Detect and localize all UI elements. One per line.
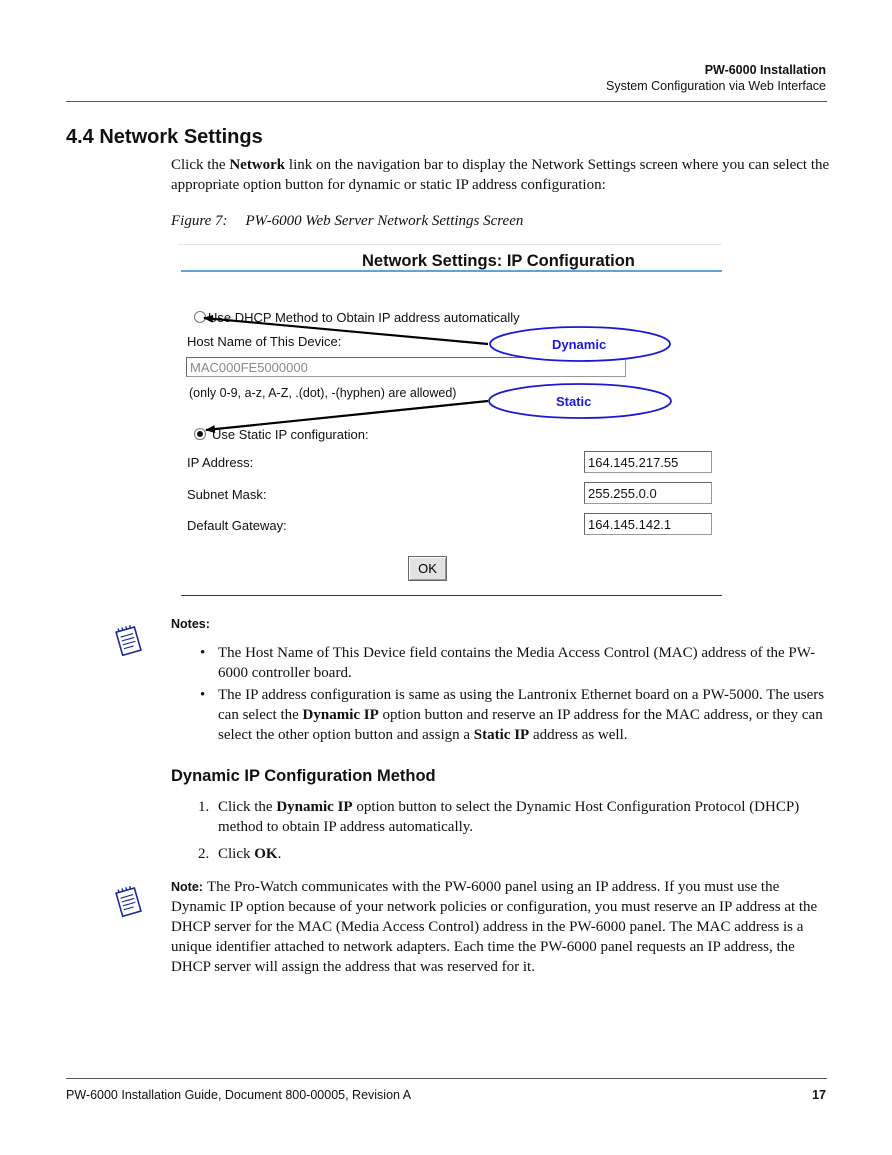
- figure-caption: [171, 213, 523, 230]
- section-title: 4.4 Network Settings: [66, 126, 263, 148]
- static-arrow: [206, 401, 488, 430]
- note-icon: [112, 884, 146, 920]
- intro-bold: Network: [229, 157, 286, 173]
- figure-number: Figure 7:: [171, 213, 228, 229]
- bullet-2-part-e: address as well.: [529, 727, 628, 743]
- bullet-1-marker: •: [200, 645, 206, 661]
- dhcp-label: Use DHCP Method to Obtain IP address automatically: [208, 310, 520, 325]
- screen-title: Network Settings: IP Configuration: [362, 252, 635, 270]
- bullet-2-part-c: option button and reserve an IP address for the MAC address, or they can select the other option button and assign a: [218, 707, 823, 743]
- intro-paragraph: [171, 155, 831, 195]
- step-1-part-a: Click the: [218, 799, 277, 815]
- intro-text-1: Click the: [171, 157, 230, 173]
- bullet-2-marker: •: [200, 687, 206, 703]
- dynamic-callout-text: Dynamic: [552, 337, 607, 352]
- host-name-hint: (only 0-9, a-z, A-Z, .(dot), -(hyphen) are allowed): [189, 386, 457, 400]
- note-text: The Pro-Watch communicates with the PW-6000 panel using an IP address. If you must use the Dynamic IP option because of your network policies or configuration, you must reserve an IP address at the DHCP server for the MAC (Media Access Control) address in the PW-6000 panel. The MAC address is a unique identifier attached to network adapters. Each time the PW-6000 panel requests an IP address, the DHCP server will assign the address that was reserved for it.: [171, 879, 818, 975]
- subnet-mask-label: Subnet Mask:: [187, 487, 267, 502]
- running-header-title: PW-6000 Installation: [704, 63, 826, 77]
- figure-caption-text: PW-6000 Web Server Network Settings Screen: [245, 213, 524, 229]
- step-1-bold: Dynamic IP: [276, 799, 353, 815]
- intro-text-2: link on the navigation bar to display the Network Settings screen where you can select the appropriate option button for dynamic or static IP address configuration:: [171, 157, 830, 193]
- note-paragraph: [171, 877, 831, 977]
- step-2-text: [218, 844, 818, 864]
- ok-button[interactable]: OK: [408, 556, 447, 581]
- running-header-subtitle: System Configuration via Web Interface: [605, 79, 826, 93]
- bullet-1-text: The Host Name of This Device field contains the Media Access Control (MAC) address of the PW-6000 controller board.: [218, 645, 816, 681]
- header-rule: [66, 101, 827, 102]
- dynamic-ip-heading: Dynamic IP Configuration Method: [171, 767, 436, 785]
- step-1-number: 1.: [198, 799, 210, 815]
- host-name-label: Host Name of This Device:: [187, 334, 342, 349]
- callout-annotations: [178, 238, 724, 600]
- step-2-part-c: .: [277, 846, 282, 862]
- step-1-part-c: option button to select the Dynamic Host Configuration Protocol (DHCP) method to obtain IP address automatically.: [218, 799, 800, 835]
- footer-rule: [66, 1078, 827, 1079]
- bullet-2-bold-static: Static IP: [473, 727, 530, 743]
- dynamic-arrow: [204, 318, 488, 344]
- note-label: Note:: [171, 880, 203, 894]
- step-2-number: 2.: [198, 846, 210, 862]
- bullet-2-bold-dynamic: Dynamic IP: [302, 707, 379, 723]
- static-ip-label: Use Static IP configuration:: [212, 427, 369, 442]
- bullet-2-part-a: The IP address configuration is same as using the Lantronix Ethernet board on a PW-5000. The users can select the: [218, 687, 825, 723]
- page-number: 17: [812, 1088, 826, 1102]
- default-gateway-label: Default Gateway:: [187, 518, 287, 533]
- note-icon: [112, 623, 146, 659]
- step-1-text: [218, 797, 818, 837]
- notes-label: Notes:: [171, 617, 210, 631]
- footer-document-title: PW-6000 Installation Guide, Document 800-00005, Revision A: [66, 1088, 412, 1102]
- ip-address-label: IP Address:: [187, 455, 254, 470]
- static-callout-text: Static: [556, 394, 592, 409]
- bullet-2-text: [218, 685, 828, 745]
- step-2-part-a: Click: [218, 846, 255, 862]
- network-settings-screenshot: [178, 238, 724, 600]
- step-2-bold: OK: [254, 846, 278, 862]
